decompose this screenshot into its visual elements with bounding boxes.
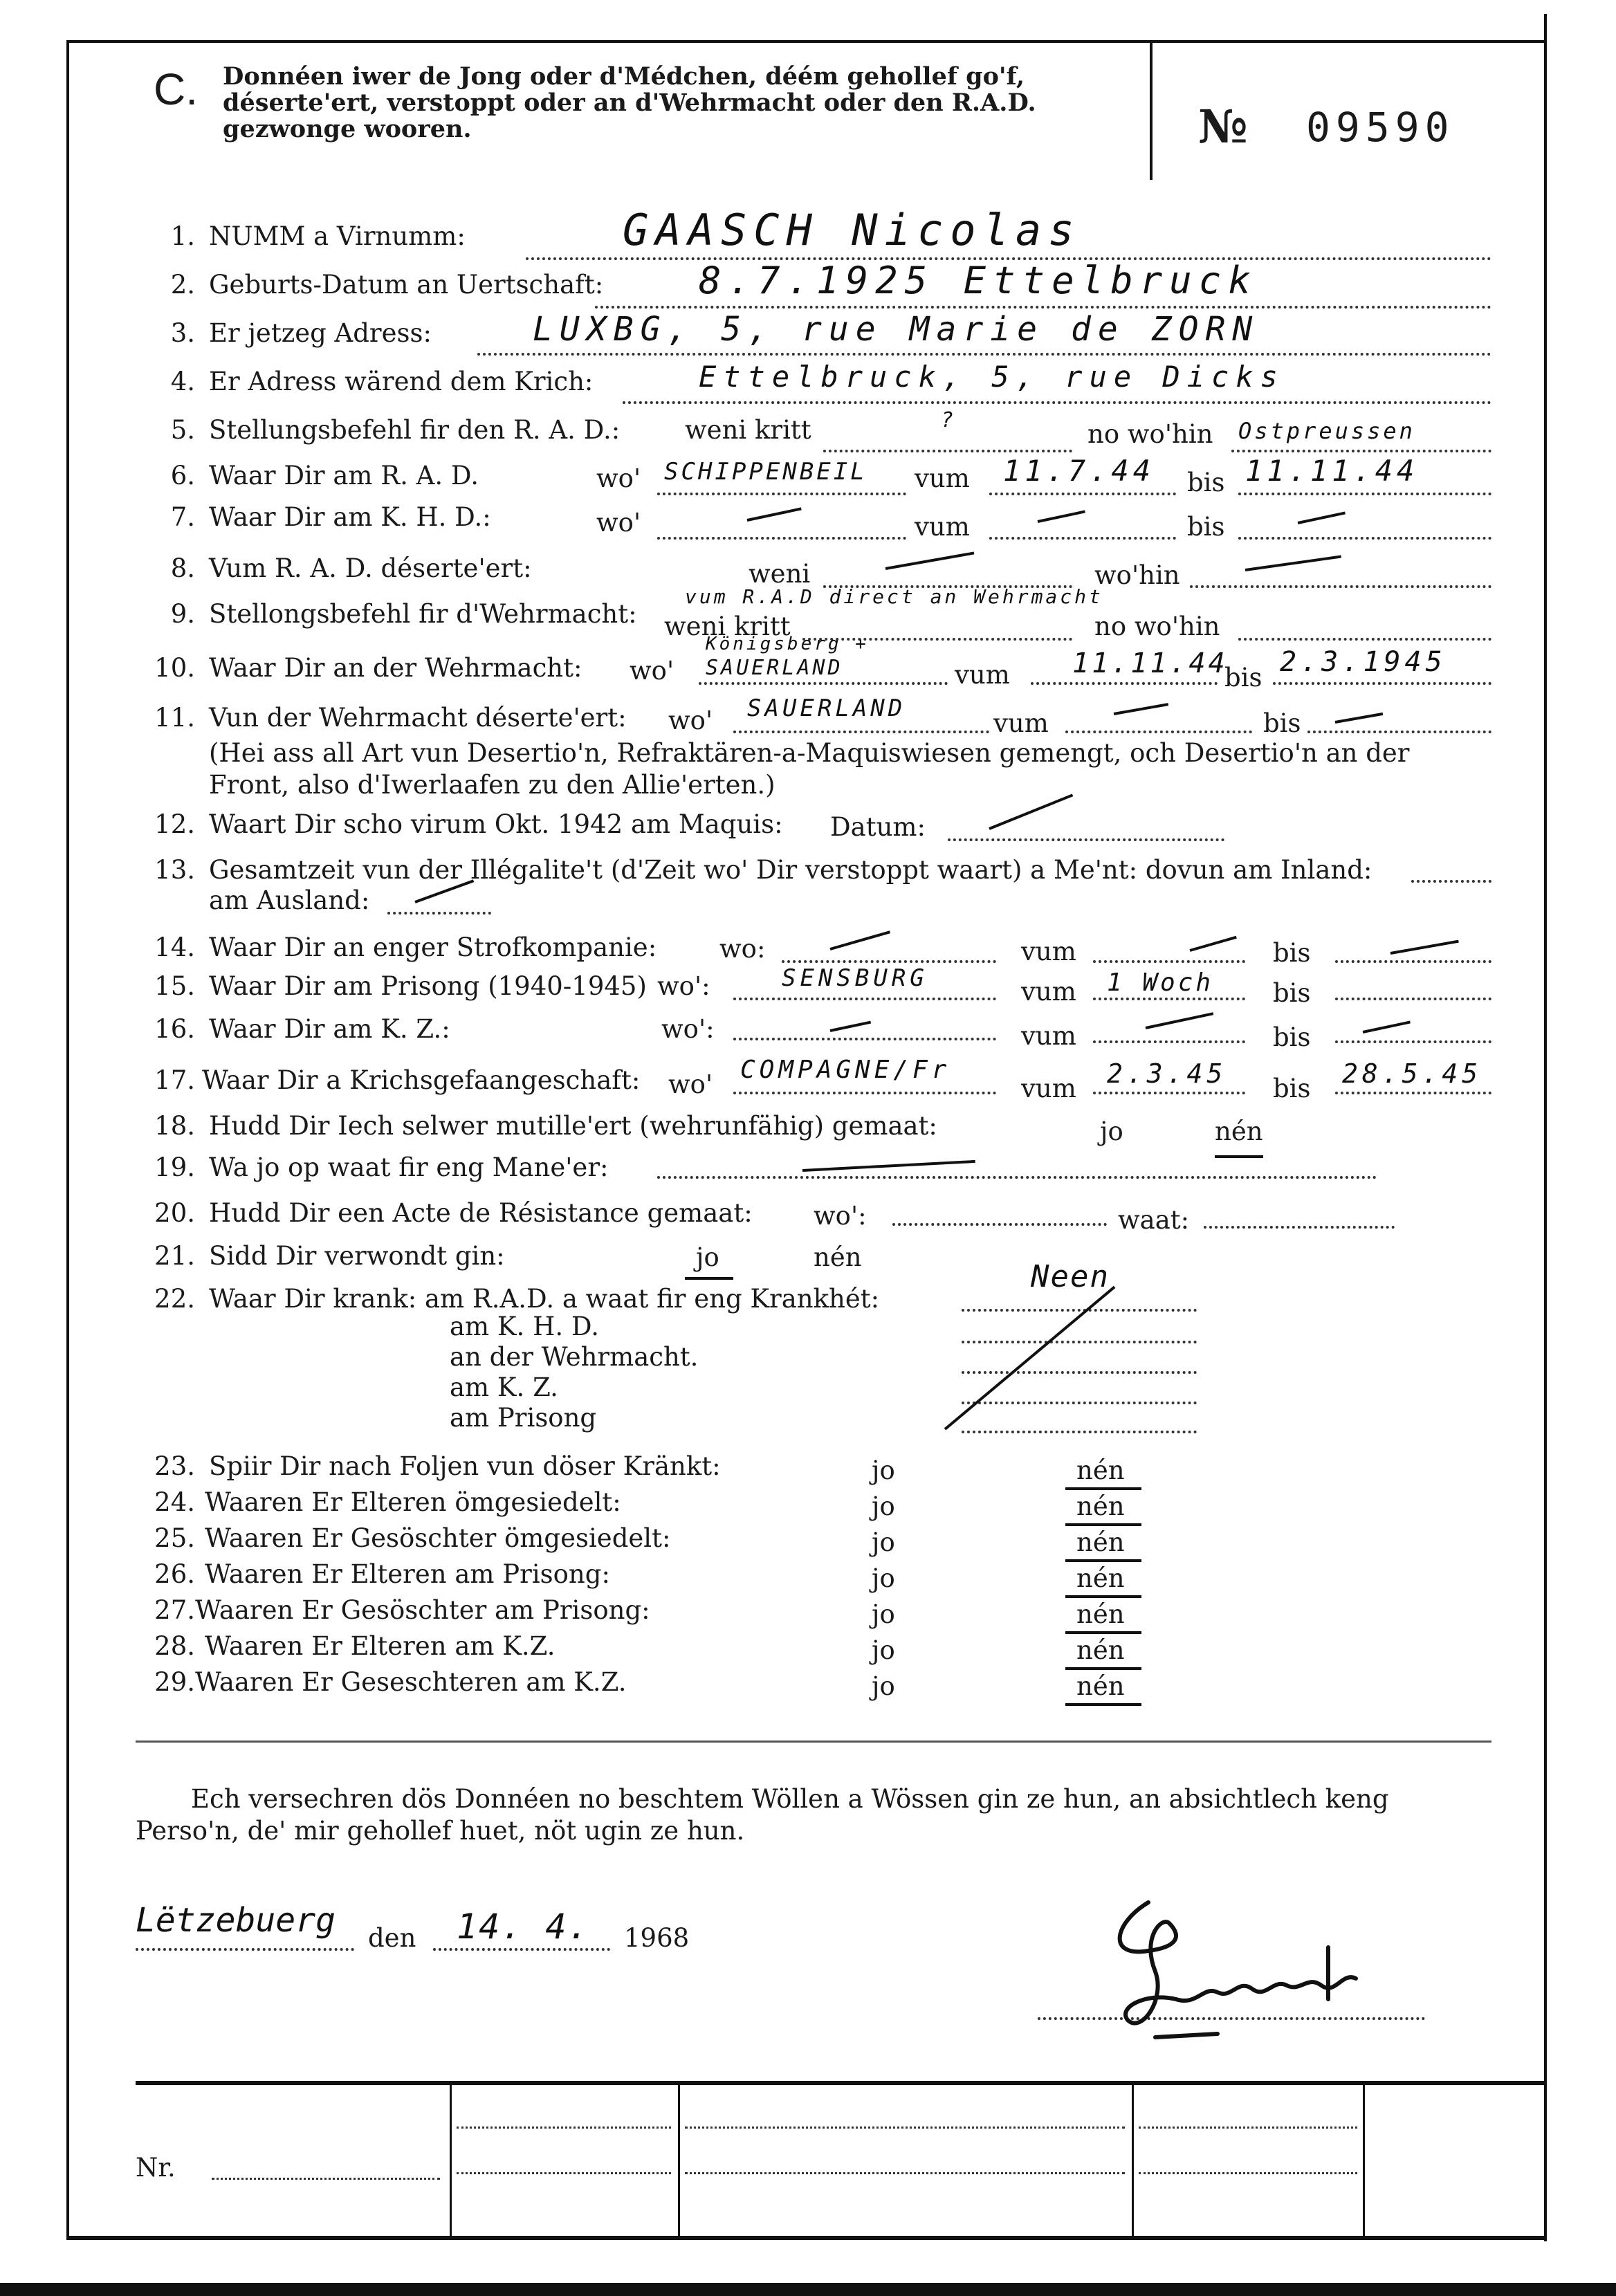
- item-number: 16.: [154, 1014, 195, 1044]
- rad-desert-when-label: weni: [749, 559, 811, 589]
- penal-company-label: Waar Dir an enger Strofkompanie:: [209, 933, 657, 962]
- rad-desert-label: Vum R. A. D. déserte'ert:: [209, 553, 532, 583]
- rad-service-wo-line: [657, 493, 906, 495]
- name-label: NUMM a Virnumm:: [209, 221, 466, 251]
- wehrmacht-service-vum-line: [1031, 682, 1218, 685]
- wehrmacht-service-wo-line: [699, 682, 948, 685]
- wehrmacht-service-bis-label: bis: [1224, 663, 1262, 692]
- item-number: 25.: [154, 1523, 195, 1553]
- illness-strike: [944, 1286, 1116, 1431]
- wounded-no: nén: [814, 1242, 862, 1272]
- khd-bis-dash: [1298, 511, 1346, 524]
- frame-left: [66, 40, 69, 2240]
- footer-top-rule: [136, 2081, 1547, 2085]
- parents-prison-label: Waaren Er Elteren am Prisong:: [205, 1559, 610, 1589]
- khd-vum-label: vum: [915, 512, 970, 542]
- wehrmacht-service-bis-value: 2.3.1945: [1280, 646, 1447, 678]
- kz-label: Waar Dir am K. Z.:: [209, 1014, 450, 1044]
- manner-label: Wa jo op waat fir eng Mane'er:: [209, 1152, 609, 1182]
- item-number: 18.: [154, 1111, 195, 1141]
- illegality-abroad-label: am Ausland:: [209, 885, 370, 915]
- rad-service-bis-line: [1238, 493, 1491, 495]
- item-number: 20.: [154, 1198, 195, 1228]
- penal-company-bis-dash: [1390, 940, 1459, 955]
- wehrmacht-desert-label: Vun der Wehrmacht déserte'ert:: [209, 703, 627, 733]
- illegality-abroad-line: [387, 912, 491, 915]
- item-number: 3.: [170, 318, 195, 348]
- wehrmacht-desert-wo-line: [733, 731, 989, 733]
- kz-bis-label: bis: [1273, 1022, 1311, 1052]
- siblings-prison-no-underline: [1065, 1631, 1141, 1634]
- parents-resettled-yes: jo: [872, 1491, 895, 1521]
- footer-col-1: [450, 2084, 452, 2236]
- siblings-resettled-yes: jo: [872, 1527, 895, 1557]
- khd-vum-dash: [1038, 510, 1085, 522]
- illness-effects-no-underline: [1065, 1487, 1141, 1490]
- penal-company-vum-line: [1093, 960, 1245, 963]
- wounded-yes-underline: [685, 1277, 733, 1280]
- footer-col3-dots-1: [1139, 2127, 1357, 2129]
- pow-vum-value: 2.3.45: [1107, 1058, 1227, 1089]
- prison-wo-label: wo':: [657, 971, 710, 1001]
- prison-wo-value: SENSBURG: [782, 964, 928, 992]
- item-number: 29.: [154, 1667, 195, 1697]
- prison-wo-line: [733, 998, 996, 1000]
- penal-company-bis-label: bis: [1273, 938, 1311, 968]
- maquis-label: Waart Dir scho virum Okt. 1942 am Maquis:: [209, 809, 783, 839]
- birth-label: Geburts-Datum an Uertschaft:: [209, 270, 604, 300]
- khd-wo-label: wo': [596, 508, 641, 538]
- current-address-line: [477, 353, 1491, 356]
- illness-line-2: [962, 1341, 1197, 1343]
- rad-service-wo-label: wo': [596, 463, 641, 493]
- rad-service-vum-line: [989, 493, 1176, 495]
- rad-service-vum-label: vum: [915, 463, 970, 493]
- prison-vum-label: vum: [1021, 977, 1076, 1007]
- siblings-resettled-no-underline: [1065, 1559, 1141, 1562]
- prison-bis-line: [1335, 998, 1491, 1000]
- frame-right: [1544, 14, 1547, 2241]
- pow-label: Waar Dir a Krichsgefaangeschaft:: [202, 1065, 641, 1095]
- item-number: 11.: [154, 703, 195, 733]
- signature-place-line: [136, 1948, 354, 1951]
- rad-desert-where-line: [1190, 585, 1491, 588]
- penal-company-vum-dash: [1189, 936, 1236, 952]
- khd-bis-line: [1238, 537, 1491, 540]
- wehrmacht-order-where-line: [1238, 638, 1491, 641]
- signature-date: 14. 4.: [457, 1907, 590, 1947]
- pow-wo-value: COMPAGNE/Fr: [740, 1056, 951, 1084]
- rad-order-where-value: Ostpreussen: [1238, 418, 1415, 444]
- parents-kz-yes: jo: [872, 1635, 895, 1665]
- prison-vum-line: [1093, 998, 1245, 1000]
- parents-resettled-no-underline: [1065, 1523, 1141, 1526]
- page-bottom-edge: [0, 2283, 1616, 2296]
- item-number: 5.: [170, 415, 195, 445]
- rad-desert-where-label: wo'hin: [1094, 560, 1180, 590]
- wartime-address-line: [623, 401, 1491, 404]
- siblings-resettled-label: Waaren Er Gesöschter ömgesiedelt:: [205, 1523, 671, 1553]
- declaration-text: Ech versechren dös Donnéen no beschtem Wöllen a Wössen gin ze hun, an absichtlech keng Perso'n, de' mir gehollef huet, nöt ugin ze hun.: [136, 1784, 1389, 1846]
- footer-col1-dots-1: [457, 2127, 671, 2129]
- siblings-resettled-no: nén: [1076, 1527, 1125, 1557]
- rad-service-vum-value: 11.7.44: [1003, 454, 1155, 488]
- siblings-prison-yes: jo: [872, 1599, 895, 1629]
- siblings-prison-no: nén: [1076, 1599, 1125, 1629]
- kz-bis-dash: [1363, 1020, 1411, 1033]
- rad-service-bis-value: 11.11.44: [1245, 454, 1419, 488]
- wehrmacht-service-wo-label: wo': [630, 656, 674, 686]
- item-number: 12.: [154, 809, 195, 839]
- pow-bis-label: bis: [1273, 1074, 1311, 1103]
- resistance-waat-line: [1204, 1226, 1395, 1229]
- khd-wo-line: [657, 537, 906, 540]
- wartime-address-label: Er Adress wärend dem Krich:: [209, 367, 594, 396]
- pow-vum-label: vum: [1021, 1074, 1076, 1103]
- parents-kz-label: Waaren Er Elteren am K.Z.: [205, 1631, 556, 1661]
- kz-wo-label: wo':: [661, 1014, 715, 1044]
- penal-company-wo-label: wo:: [719, 934, 766, 964]
- item-number: 6.: [170, 461, 195, 490]
- siblings-kz-no: nén: [1076, 1671, 1125, 1701]
- signature-graphic: [1100, 1895, 1418, 2048]
- rad-order-where-line: [1231, 450, 1491, 452]
- name-value: GAASCH Nicolas: [623, 205, 1081, 255]
- item-number: 17.: [154, 1065, 195, 1095]
- pow-wo-label: wo': [668, 1069, 713, 1099]
- signature-den-label: den: [368, 1923, 416, 1953]
- kz-wo-dash: [830, 1021, 872, 1032]
- rad-service-wo-value: SCHIPPENBEIL: [664, 458, 867, 486]
- pow-bis-value: 28.5.45: [1342, 1058, 1482, 1089]
- item-number: 9.: [170, 599, 195, 629]
- wehrmacht-desert-vum-label: vum: [993, 708, 1049, 738]
- wounded-label: Sidd Dir verwondt gin:: [209, 1241, 505, 1271]
- illness-sub-prison: am Prisong: [450, 1403, 597, 1433]
- signature-date-line: [433, 1948, 610, 1951]
- item-number: 13.: [154, 855, 195, 885]
- footer-col-4: [1363, 2084, 1365, 2236]
- manner-line: [657, 1176, 1377, 1179]
- pow-wo-line: [733, 1092, 996, 1094]
- resistance-wo-label: wo':: [814, 1201, 867, 1231]
- footer-col3-dots-2: [1139, 2172, 1357, 2174]
- item-number: 4.: [170, 367, 195, 396]
- illness-value: Neen: [1031, 1259, 1110, 1294]
- prison-vum-value: 1 Woch: [1107, 968, 1214, 997]
- wehrmacht-order-where-label: no wo'hin: [1094, 612, 1220, 641]
- self-mutilation-no-underline: [1215, 1155, 1263, 1158]
- illness-line-3: [962, 1371, 1197, 1374]
- section-title: Donnéen iwer de Jong oder d'Médchen, déém gehollef go'f, déserte'ert, verstoppt oder an d'Wehrmacht oder den R.A.D. gezwonge wooren.: [223, 62, 1036, 143]
- illness-sub-kz: am K. Z.: [450, 1372, 558, 1402]
- item-number: 1.: [170, 221, 195, 251]
- wehrmacht-service-wo-value: SAUERLAND: [706, 656, 843, 680]
- illness-effects-no: nén: [1076, 1455, 1125, 1485]
- parents-prison-yes: jo: [872, 1563, 895, 1593]
- illness-line-1: [962, 1309, 1197, 1312]
- wehrmacht-order-label: Stellongsbefehl fir d'Wehrmacht:: [209, 599, 637, 629]
- birth-field-line: [595, 306, 1491, 309]
- item-number: 26.: [154, 1559, 195, 1589]
- item-number: 23.: [154, 1451, 195, 1481]
- parents-prison-no-underline: [1065, 1595, 1141, 1598]
- signature-year: 1968: [624, 1923, 690, 1953]
- pow-bis-line: [1335, 1092, 1491, 1094]
- prison-label: Waar Dir am Prisong (1940-1945): [209, 971, 647, 1001]
- item-number: 24.: [154, 1487, 195, 1517]
- footer-col2-dots-1: [685, 2127, 1125, 2129]
- wehrmacht-desert-wo-label: wo': [668, 706, 713, 735]
- item-number: 22.: [154, 1284, 195, 1314]
- wartime-address-value: Ettelbruck, 5, rue Dicks: [699, 360, 1285, 394]
- parents-kz-no-underline: [1065, 1667, 1141, 1670]
- wehrmacht-desert-bis-line: [1307, 731, 1491, 733]
- manner-dash: [802, 1160, 975, 1172]
- wehrmacht-service-bis-line: [1273, 682, 1491, 685]
- signature-place: Lëtzebuerg: [136, 1901, 336, 1940]
- siblings-prison-label: Waaren Er Gesöschter am Prisong:: [195, 1595, 650, 1625]
- self-mutilation-label: Hudd Dir Iech selwer mutille'ert (wehrunfähig) gemaat:: [209, 1111, 937, 1141]
- wehrmacht-desert-vum-dash: [1114, 703, 1168, 715]
- illness-line-5: [962, 1431, 1197, 1433]
- resistance-wo-line: [892, 1223, 1107, 1226]
- siblings-kz-label: Waaren Er Geseschteren am K.Z.: [195, 1667, 627, 1697]
- section-letter: C.: [154, 64, 198, 114]
- penal-company-vum-label: vum: [1021, 937, 1076, 966]
- wehrmacht-desert-vum-line: [1065, 731, 1252, 733]
- kz-bis-line: [1335, 1040, 1491, 1043]
- parents-kz-no: nén: [1076, 1635, 1125, 1665]
- pow-vum-line: [1093, 1092, 1245, 1094]
- wounded-yes: jo: [696, 1242, 719, 1272]
- wehrmacht-service-vum-label: vum: [955, 660, 1010, 690]
- khd-bis-label: bis: [1187, 512, 1225, 542]
- footer-bottom-rule: [66, 2236, 1547, 2240]
- kz-vum-line: [1093, 1040, 1245, 1043]
- self-mutilation-no: nén: [1215, 1117, 1263, 1146]
- rad-desert-where-dash: [1245, 555, 1341, 571]
- current-address-value: LUXBG, 5, rue Marie de ZORN: [533, 310, 1260, 349]
- parents-resettled-label: Waaren Er Elteren ömgesiedelt:: [205, 1487, 621, 1517]
- siblings-kz-no-underline: [1065, 1703, 1141, 1706]
- rad-service-bis-label: bis: [1187, 468, 1225, 497]
- footer-col2-dots-2: [685, 2172, 1125, 2174]
- penal-company-wo-line: [782, 960, 996, 963]
- rad-service-label: Waar Dir am R. A. D.: [209, 461, 479, 490]
- illness-line-4: [962, 1402, 1197, 1404]
- footer-nr-label: Nr.: [136, 2153, 176, 2183]
- khd-vum-line: [989, 537, 1176, 540]
- item-number: 28.: [154, 1631, 195, 1661]
- self-mutilation-yes: jo: [1100, 1117, 1123, 1146]
- kz-wo-line: [733, 1038, 996, 1040]
- current-address-label: Er jetzeg Adress:: [209, 318, 432, 348]
- birth-value: 8.7.1925 Ettelbruck: [699, 259, 1258, 302]
- rad-order-when-value: ?: [941, 408, 961, 432]
- resistance-label: Hudd Dir een Acte de Résistance gemaat:: [209, 1198, 753, 1228]
- khd-label: Waar Dir am K. H. D.:: [209, 502, 491, 532]
- rad-order-where-label: no wo'hin: [1087, 419, 1213, 449]
- frame-top: [66, 40, 1547, 43]
- footer-col-2: [678, 2084, 680, 2236]
- siblings-kz-yes: jo: [872, 1671, 895, 1701]
- wehrmacht-desert-bis-label: bis: [1263, 708, 1301, 738]
- desertion-note: (Hei ass all Art vun Desertio'n, Refraktären-a-Maquiswiesen gemengt, och Desertio'n an der Front, also d'Iwerlaafen zu den Allie'erten.): [209, 738, 1410, 800]
- rad-order-label: Stellungsbefehl fir den R. A. D.:: [209, 415, 621, 445]
- item-number: 8.: [170, 553, 195, 583]
- parents-resettled-no: nén: [1076, 1491, 1125, 1521]
- footer-col-3: [1132, 2084, 1134, 2236]
- item-number: 14.: [154, 933, 195, 962]
- kz-vum-label: vum: [1021, 1021, 1076, 1051]
- maquis-date-label: Datum:: [830, 812, 926, 842]
- illness-label: Waar Dir krank: am R.A.D. a waat fir eng Krankhét:: [209, 1284, 880, 1314]
- illegality-label: Gesamtzeit vun der Illégalite't (d'Zeit wo' Dir verstoppt waart) a Me'nt: dovun am Inland:: [209, 855, 1372, 885]
- illegality-inland-line: [1411, 880, 1491, 883]
- prison-bis-label: bis: [1273, 978, 1311, 1008]
- item-number: 19.: [154, 1152, 195, 1182]
- item-number: 15.: [154, 971, 195, 1001]
- wehrmacht-service-label: Waar Dir an der Wehrmacht:: [209, 653, 582, 683]
- footer-col1-dots-2: [457, 2172, 671, 2174]
- item-number: 10.: [154, 653, 195, 683]
- wehrmacht-order-note: vum R.A.D direct an Wehrmacht: [685, 585, 1103, 608]
- document-number: 09590: [1306, 104, 1455, 151]
- wehrmacht-service-vum-value: 11.11.44: [1072, 648, 1228, 679]
- item-number: 27.: [154, 1595, 195, 1625]
- footer-nr-line: [212, 2178, 440, 2180]
- resistance-waat-label: waat:: [1118, 1205, 1190, 1235]
- declaration-divider: [136, 1741, 1491, 1743]
- illness-effects-label: Spiir Dir nach Foljen vun döser Kränkt:: [209, 1451, 721, 1481]
- wehrmacht-service-wo-top: Königsberg +: [706, 634, 869, 654]
- wehrmacht-desert-wo-value: SAUERLAND: [747, 695, 906, 722]
- item-number: 7.: [170, 502, 195, 532]
- item-number: 21.: [154, 1241, 195, 1271]
- penal-company-wo-dash: [829, 930, 890, 950]
- rad-desert-when-dash: [885, 551, 975, 570]
- maquis-date-line: [948, 838, 1224, 841]
- khd-wo-dash: [747, 507, 802, 522]
- header-divider-vertical: [1150, 42, 1153, 180]
- item-number: 2.: [170, 270, 195, 300]
- illness-effects-yes: jo: [872, 1455, 895, 1485]
- rad-order-when-label: weni kritt: [685, 415, 811, 445]
- illness-sub-wehrmacht: an der Wehrmacht.: [450, 1342, 699, 1372]
- wehrmacht-desert-bis-dash: [1335, 713, 1384, 724]
- wehrmacht-order-when-label: weni kritt: [664, 612, 791, 641]
- penal-company-bis-line: [1335, 960, 1491, 963]
- rad-order-when-line: [823, 450, 1072, 452]
- kz-vum-dash: [1146, 1012, 1214, 1029]
- number-symbol: №: [1198, 100, 1248, 154]
- illness-sub-khd: am K. H. D.: [450, 1312, 599, 1341]
- parents-prison-no: nén: [1076, 1563, 1125, 1593]
